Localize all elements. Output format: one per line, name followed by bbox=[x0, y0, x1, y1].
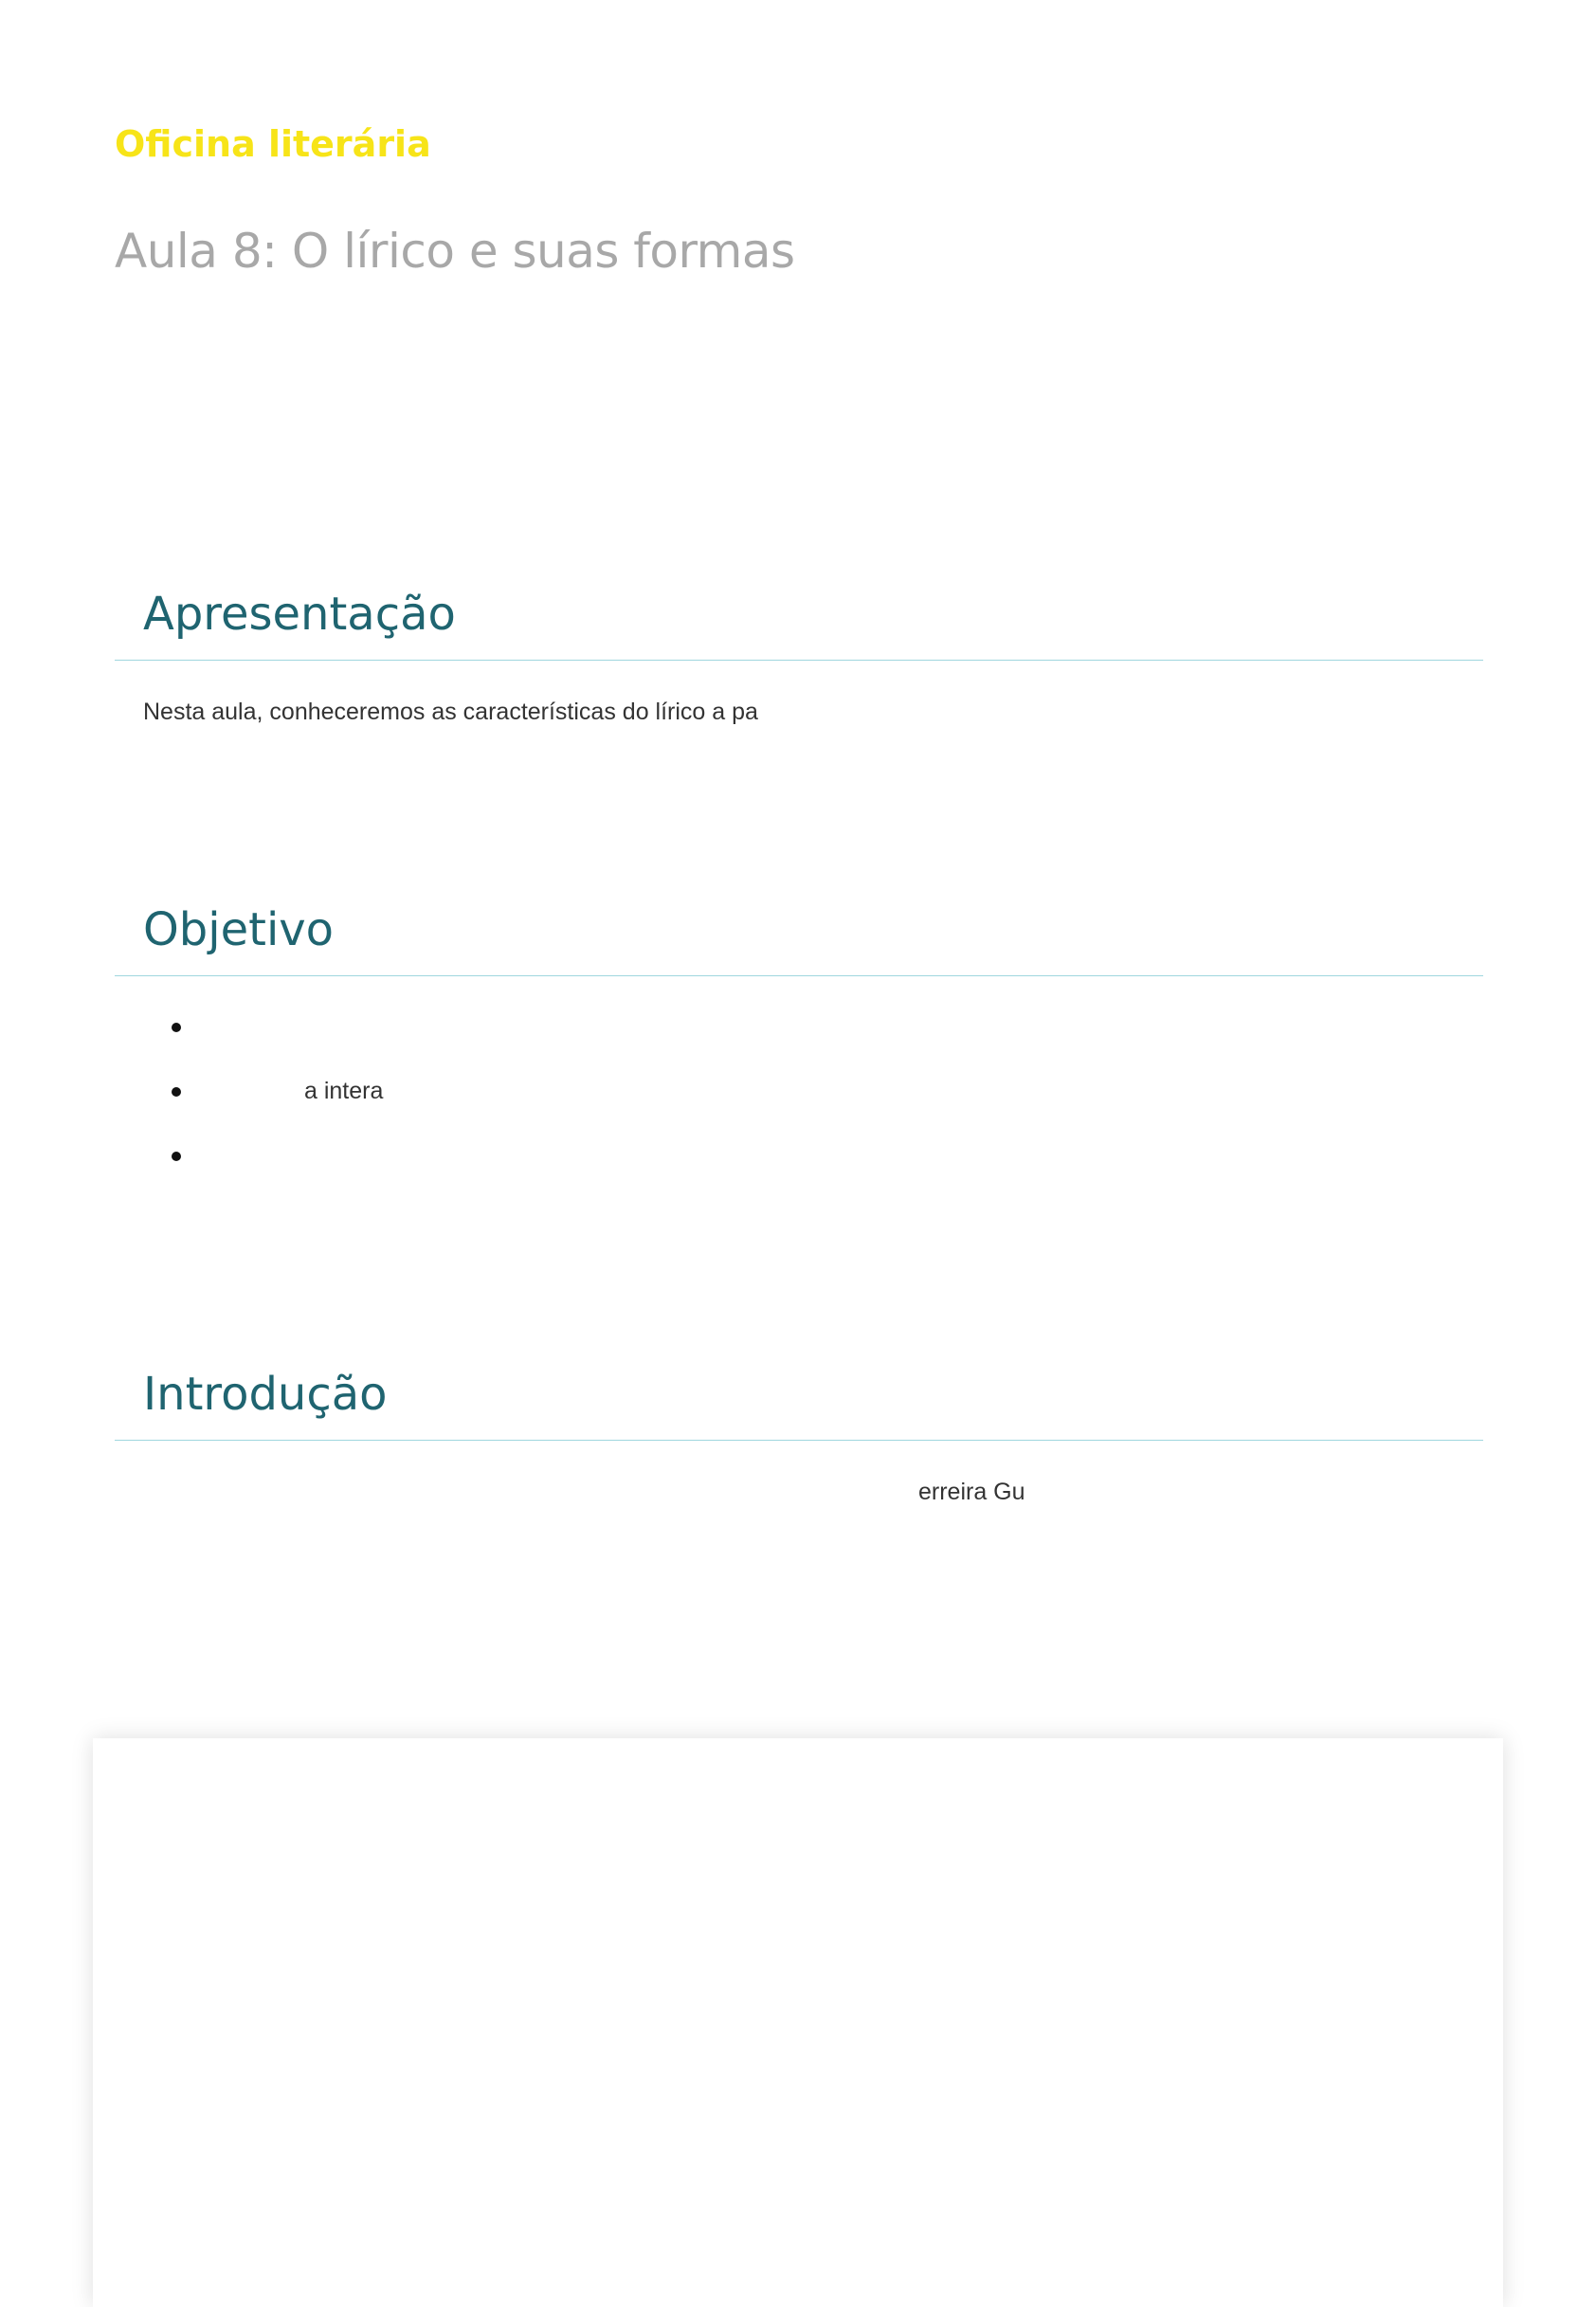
section-divider bbox=[115, 1440, 1483, 1441]
bullet-icon bbox=[172, 1087, 181, 1097]
bullet-icon bbox=[172, 1152, 181, 1161]
section-divider bbox=[115, 660, 1483, 661]
introducao-text: erreira Gu bbox=[918, 1479, 1025, 1505]
section-divider bbox=[115, 975, 1483, 976]
lesson-title: Aula 8: O lírico e suas formas bbox=[115, 224, 795, 279]
section-objetivo bbox=[115, 899, 1483, 1204]
content-card bbox=[93, 1738, 1503, 2307]
objective-text: a intera bbox=[304, 1078, 384, 1104]
apresentacao-text: Nesta aula, conheceremos as características do lírico a pa bbox=[143, 699, 758, 725]
section-introducao bbox=[115, 1363, 1483, 1508]
section-heading-objetivo: Objetivo bbox=[143, 903, 335, 956]
objective-list bbox=[115, 1010, 1483, 1204]
section-apresentacao bbox=[115, 583, 1483, 728]
bullet-icon bbox=[172, 1023, 181, 1032]
section-heading-introducao: Introdução bbox=[143, 1368, 388, 1421]
objective-item bbox=[115, 1010, 1483, 1075]
section-heading-apresentacao: Apresentação bbox=[143, 588, 456, 641]
course-title: Oficina literária bbox=[115, 123, 431, 165]
objective-item bbox=[115, 1075, 1483, 1139]
objective-item bbox=[115, 1139, 1483, 1204]
